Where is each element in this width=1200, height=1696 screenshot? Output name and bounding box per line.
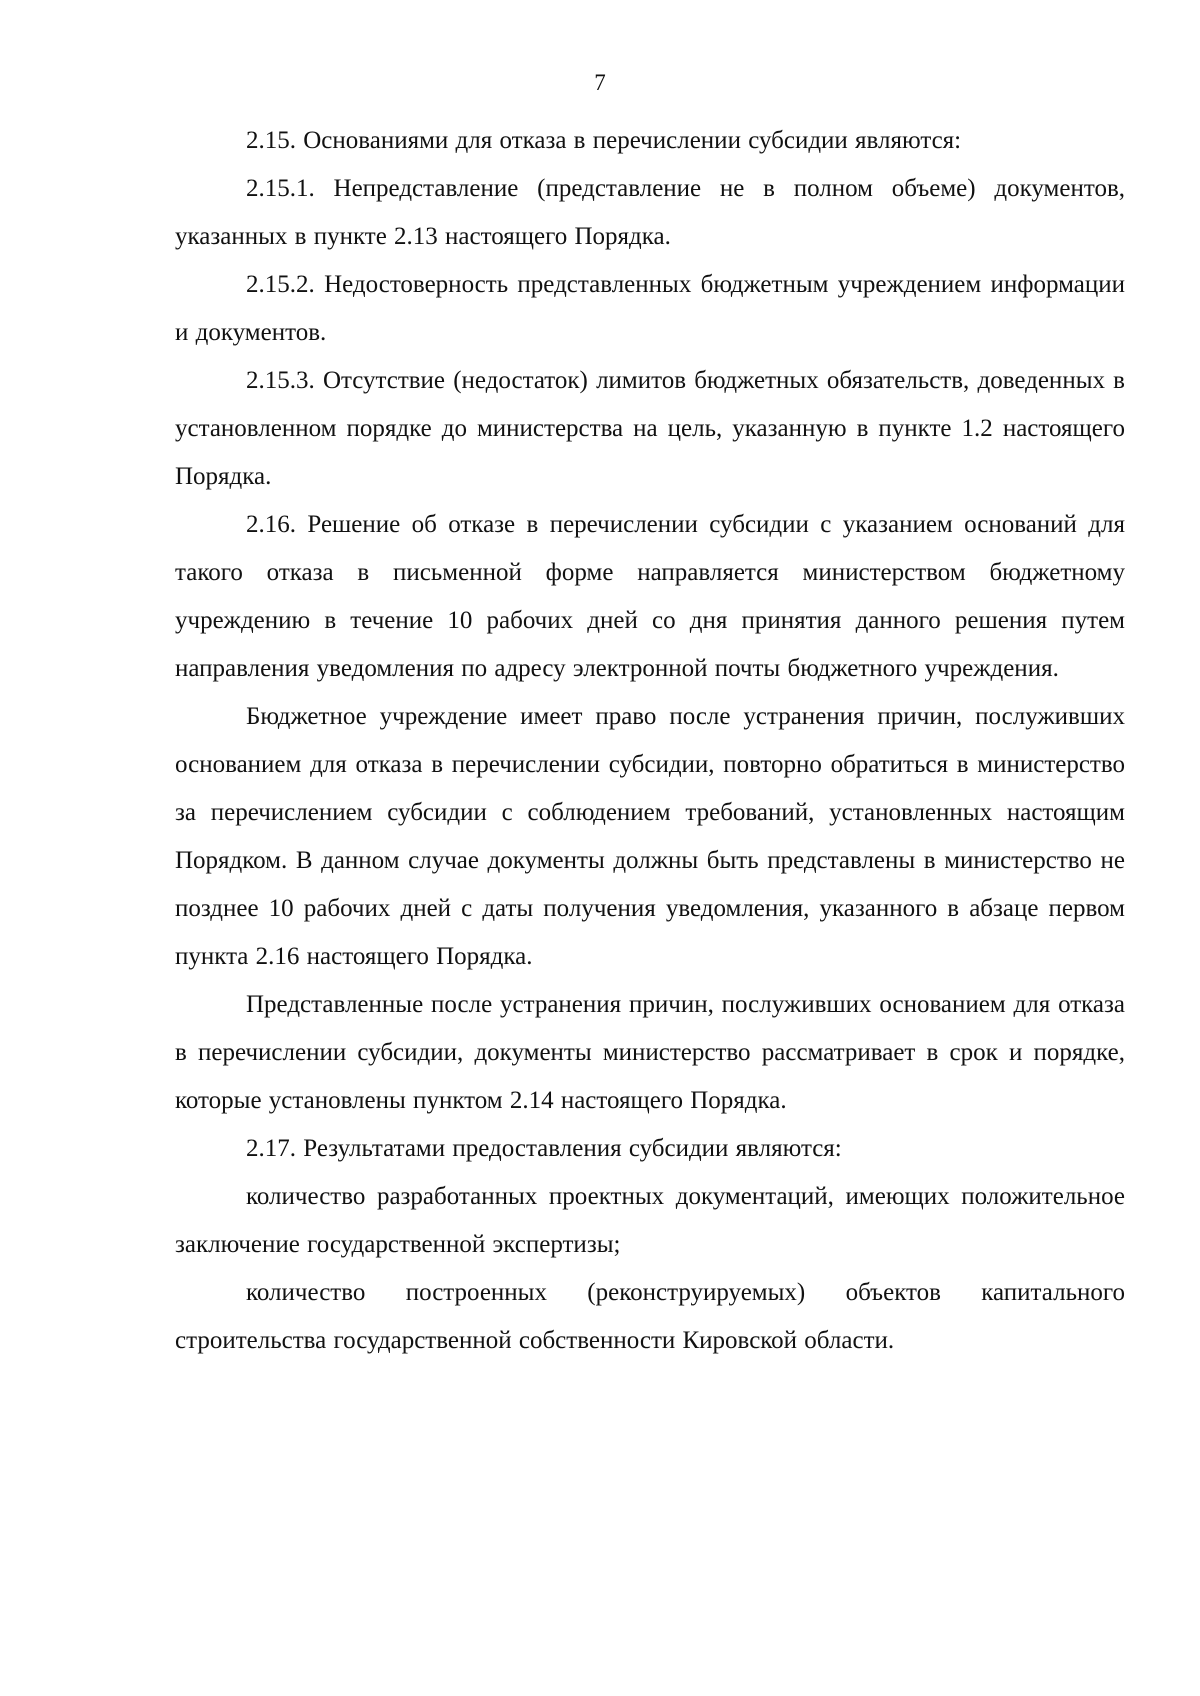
paragraph-2-15-1: 2.15.1. Непредставление (представление не в полном объеме) документов, указанных в пункте 2.13 настоящего Порядка. [175, 175, 1125, 250]
page-number: 7 [594, 70, 606, 95]
paragraph-2-16-resubmission: Бюджетное учреждение имеет право после устранения причин, послуживших основанием для отказа в перечислении субсидии, повторно обратиться в министерство за перечислением субсидии с соблюдением требований, установленных настоящим Порядком. В данном случае документы должны быть представлены в министерство не позднее 10 рабочих дней с даты получения уведомления, указанного в абзаце первом пункта 2.16 настоящего Порядка. [175, 703, 1125, 970]
paragraph-2-17-result-2: количество построенных (реконструируемых) объектов капитального строительства государственной собственности Кировской области. [175, 1279, 1125, 1354]
paragraph-2-16-review: Представленные после устранения причин, послуживших основанием для отказа в перечислении субсидии, документы министерство рассматривает в срок и порядке, которые установлены пунктом 2.14 настоящего Порядка. [175, 991, 1125, 1114]
paragraph-2-15-3: 2.15.3. Отсутствие (недостаток) лимитов бюджетных обязательств, доведенных в установленном порядке до министерства на цель, указанную в пункте 1.2 настоящего Порядка. [175, 367, 1125, 490]
paragraph-2-17-result-1: количество разработанных проектных документаций, имеющих положительное заключение государственной экспертизы; [175, 1183, 1125, 1258]
paragraph-2-17: 2.17. Результатами предоставления субсидии являются: [246, 1135, 842, 1162]
paragraph-2-15-2: 2.15.2. Недостоверность представленных бюджетным учреждением информации и документов. [175, 271, 1125, 346]
document-body [175, 117, 1125, 1365]
paragraph-2-16: 2.16. Решение об отказе в перечислении субсидии с указанием оснований для такого отказа в письменной форме направляется министерством бюджетному учреждению в течение 10 рабочих дней со дня принятия данного решения путем направления уведомления по адресу электронной почты бюджетного учреждения. [175, 511, 1125, 682]
paragraph-2-15: 2.15. Основаниями для отказа в перечислении субсидии являются: [246, 127, 962, 154]
